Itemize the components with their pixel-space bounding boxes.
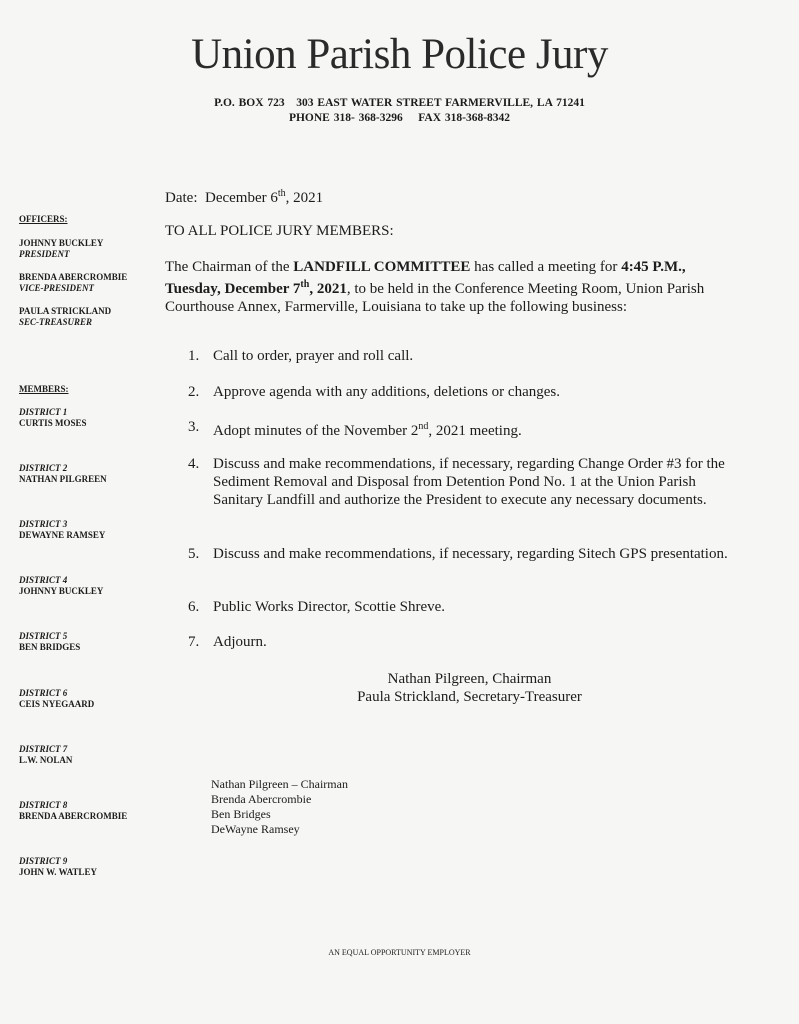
- member-district-9: DISTRICT 9 JOHN W. WATLEY: [19, 856, 97, 877]
- member-district-7: DISTRICT 7 L.W. NOLAN: [19, 744, 73, 765]
- meeting-paragraph: The Chairman of the LANDFILL COMMITTEE has called a meeting for 4:45 P.M., Tuesday, December 7th, 2021, to be held in the Conference Meeting Room, Union Parish Courthouse Annex, Farmerville, Louisiana to take up the following business:: [165, 259, 705, 315]
- signature-chairman: Nathan Pilgreen, Chairman: [387, 671, 552, 687]
- member-district-2: DISTRICT 2 NATHAN PILGREEN: [19, 463, 107, 484]
- signature-secretary: Paula Strickland, Secretary-Treasurer: [357, 689, 582, 705]
- agenda-item: 4. Discuss and make recommendations, if necessary, regarding Change Order #3 for the Sediment Removal and Disposal from Detention Pond No. 1 at the Union Parish Sanitary Landfill and authorize the President to execute any necessary documents.: [188, 456, 725, 508]
- member-district-1: DISTRICT 1 CURTIS MOSES: [19, 407, 87, 428]
- committee-member: Ben Bridges: [211, 807, 271, 821]
- agenda-item: 2. Approve agenda with any additions, deletions or changes.: [188, 384, 560, 400]
- officer-2: BRENDA ABERCROMBIE VICE-PRESIDENT: [19, 272, 128, 293]
- letterhead-address: P.O. BOX 723 303 EAST WATER STREET FARMERVILLE, LA 71241: [214, 97, 585, 109]
- agenda-item: 3. Adopt minutes of the November 2nd, 2021 meeting.: [188, 419, 522, 439]
- agenda-item: 5. Discuss and make recommendations, if necessary, regarding Sitech GPS presentation.: [188, 546, 728, 562]
- committee-member: Nathan Pilgreen – Chairman: [211, 777, 348, 791]
- letter-date: Date: December 6th, 2021: [165, 188, 324, 206]
- member-district-6: DISTRICT 6 CEIS NYEGAARD: [19, 688, 95, 709]
- salutation: TO ALL POLICE JURY MEMBERS:: [165, 223, 394, 239]
- officer-1: JOHNNY BUCKLEY PRESIDENT: [19, 238, 104, 259]
- footer-eoe: AN EQUAL OPPORTUNITY EMPLOYER: [328, 948, 471, 957]
- letterhead-title: Union Parish Police Jury: [191, 31, 608, 78]
- officer-3: PAULA STRICKLAND SEC-TREASURER: [19, 306, 112, 327]
- committee-member: Brenda Abercrombie: [211, 792, 312, 806]
- agenda-item: 7. Adjourn.: [188, 634, 267, 650]
- member-district-3: DISTRICT 3 DEWAYNE RAMSEY: [19, 519, 106, 540]
- agenda-item: 1. Call to order, prayer and roll call.: [188, 348, 414, 364]
- member-district-4: DISTRICT 4 JOHNNY BUCKLEY: [19, 575, 104, 596]
- letterhead-phone-fax: PHONE 318- 368-3296 FAX 318-368-8342: [288, 112, 511, 124]
- member-district-5: DISTRICT 5 BEN BRIDGES: [19, 631, 81, 652]
- member-district-8: DISTRICT 8 BRENDA ABERCROMBIE: [19, 800, 128, 821]
- officers-heading: OFFICERS:: [19, 214, 68, 224]
- agenda-item: 6. Public Works Director, Scottie Shreve.: [188, 599, 446, 615]
- committee-member: DeWayne Ramsey: [211, 822, 300, 836]
- members-heading: MEMBERS:: [19, 384, 69, 394]
